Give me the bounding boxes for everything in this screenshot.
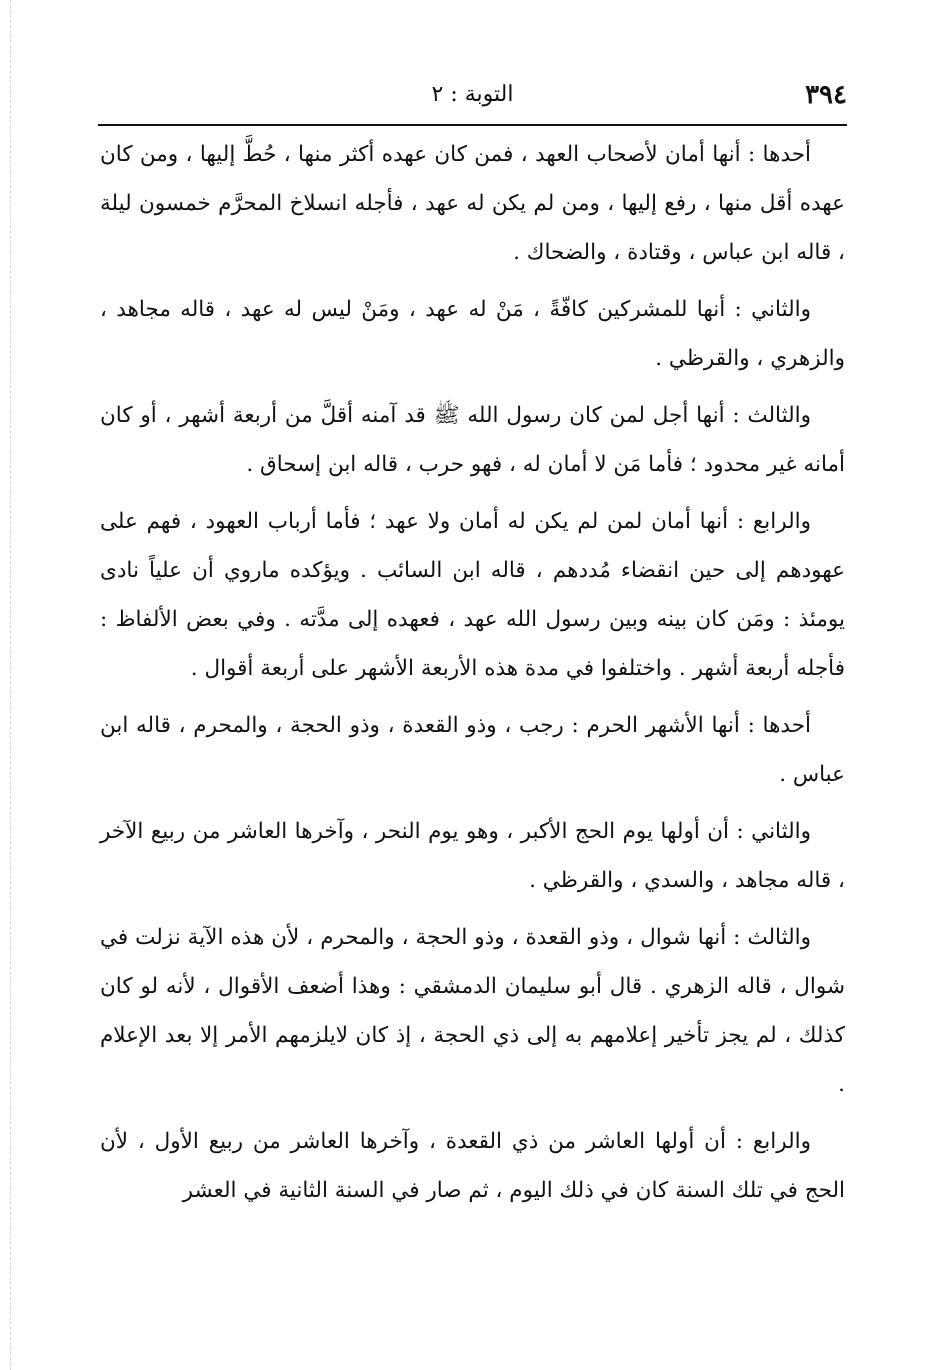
paragraph-3: والثالث : أنها أجل لمن كان رسول الله ﷺ قد آمنه أقلَّ من أربعة أشهر ، أو كان أمانه غير محدود ؛ فأما مَن لا أمان له ، فهو حرب ، قاله ابن إسحاق . [100, 403, 845, 477]
page-header [98, 76, 847, 126]
paragraph-7: والثالث : أنها شوال ، وذو القعدة ، وذو الحجة ، والمحرم ، لأن هذه الآية نزلت في شوال ، قاله الزهري . قال أبو سليمان الدمشقي : وهذا أضعف الأقوال ، لأنه لو كان كذلك ، لم يجز تأخير إعلامهم به إلى ذي الحجة ، إذ كان لايلزمهم الأمر إلا بعد الإعلام . [100, 925, 845, 1097]
paragraph-4: والرابع : أنها أمان لمن لم يكن له أمان ولا عهد ؛ فأما أرباب العهود ، فهم على عهودهم إلى حين انقضاء مُددهم ، قاله ابن السائب . ويؤكده ماروي أن علياً نادى يومئذ : ومَن كان بينه وبين رسول الله عهد ، فعهده إلى مدَّته . وفي بعض الألفاظ : فأجله أربعة أشهر . واختلفوا في مدة هذه الأربعة الأشهر على أربعة أقوال . [100, 509, 845, 681]
header-rule [98, 124, 847, 126]
page-number: ٣٩٤ [805, 80, 847, 110]
paragraph-8: والرابع : أن أولها العاشر من ذي القعدة ، وآخرها العاشر من ربيع الأول ، لأن الحج في تلك السنة كان في ذلك اليوم ، ثم صار في السنة الثانية في العشر [100, 1129, 845, 1203]
running-title: التوبة : ٢ [431, 82, 514, 107]
page-crease [10, 0, 11, 1370]
paragraph-6: والثاني : أن أولها يوم الحج الأكبر ، وهو يوم النحر ، وآخرها العاشر من ربيع الآخر ، قاله مجاهد ، والسدي ، والقرظي . [100, 819, 845, 893]
paragraph-1: أحدها : أنها أمان لأصحاب العهد ، فمن كان عهده أكثر منها ، حُطَّ إليها ، ومن كان عهده أقل منها ، رفع إليها ، ومن لم يكن له عهد ، فأجله انسلاخ المحرَّم خمسون ليلة ، قاله ابن عباس ، وقتادة ، والضحاك . [100, 142, 845, 265]
paragraph-2: والثاني : أنها للمشركين كافّةً ، مَنْ له عهد ، ومَنْ ليس له عهد ، قاله مجاهد ، والزهري ، والقرظي . [100, 297, 845, 371]
body-text [100, 130, 845, 1223]
paragraph-5: أحدها : أنها الأشهر الحرم : رجب ، وذو القعدة ، وذو الحجة ، والمحرم ، قاله ابن عباس . [100, 713, 845, 787]
